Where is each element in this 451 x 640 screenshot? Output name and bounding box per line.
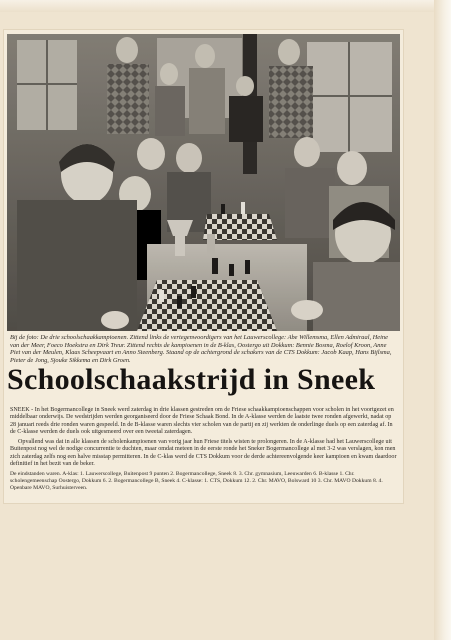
newspaper-clipping (4, 30, 403, 503)
scan-top-edge (0, 0, 451, 12)
newspaper-photo (7, 34, 400, 331)
article-headline: Schoolschaakstrijd in Sneek (7, 363, 376, 396)
final-standings: De eindstanden waren. A-klas: 1. Lauwerscollege, Buitenpost 9 punten 2. Bogermancollege, Sneek 8. 3. Chr. gymnasium, Leeuwarden 6. B-klasse 1. Chr. scholengemeenschap Oostergo, Dokkum 6. 2. Bogermancollege B, Sneek 4. C-klasse: 1. CTS, Dokkum 12. 2. Chr. MAVO, Bolsward 10 3. Chr. MAVO Dokkum 8. 4. Openbare MAVO, Surhuisterveen. (10, 471, 383, 491)
article-paragraph: Opvallend was dat in alle klassen de scholenkampioenen van vorig jaar hun Friese titels wisten te prolongeren. In de A-klasse had het Lauwerscollege uit Buitenpost nog wel de nodige concurrentie te duchten, maar omdat meteen in de eerste ronde het Sneker Bogermancollege al met 3-2 was verslagen, kon men zich zaterdag zelfs nog een halve misstap permitteren. In de C-klas werd de CTS Dokkum voor de derde achtereenvolgende keer kampioen en kwam daardoor definitief in het bezit van de beker. (10, 439, 397, 468)
article-paragraph: SNEEK - In het Bogermancollege in Sneek werd zaterdag in drie klassen gestreden om de Friese schaakkampioenschappen voor scholen in het voortgezet en middelbaar onderwijs. De wedstrijden werden georganiseerd door de Friese Schaak Bond. In de A-klasse werden de laatste twee ronden afgewerkt, nadat op 28 januari reeds drie ronden waren gespeeld. In de B-klasse waren slechts vier scholen van de partij en zij werkten de onderlinge duels op een zaterdag af. In de C-klasse werden de duels ook uitgesmeerd over een tweetal zaterdagen. (10, 407, 394, 435)
article-body (10, 407, 398, 495)
photo-caption: Bij de foto: De drie schoolschaakkampioenen. Zittend links de vertegenwoordigers van het Lauwerscollege: Abe Willemsma, Ellen Admiraal, Heine van der Meer, Foeco Hoekstra en Dirk Treur. Zittend rechts de kampioenen in de B-klas, Oostergo uit Dokkum: Bennie Bosma, Roelof Kroon, Anne Piet van der Meulen, Klaas Scheepvaart en Anno Steenberg. Staand op de achtergrond de schakers van de CTS Dokkum: Jacob Kaap, Hans Bijlsma, Pieter de Jong, Sjouke Sikkema en Dirk Groen. (10, 334, 392, 364)
scan-right-edge (434, 0, 451, 640)
